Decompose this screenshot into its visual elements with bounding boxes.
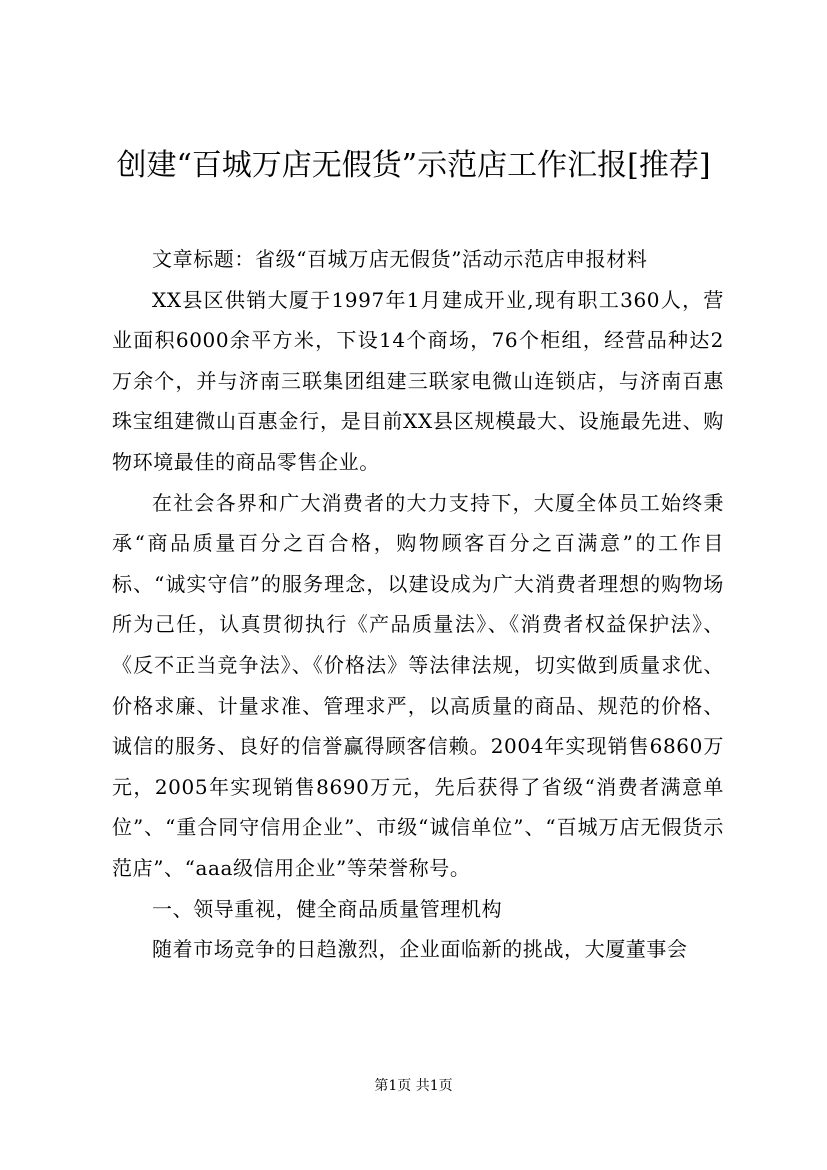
paragraph-market-competition: 随着市场竞争的日趋激烈，企业面临新的挑战，大厦董事会 (152, 937, 688, 962)
paragraph-company-intro: XX县区供销大厦于1997年1月建成开业,现有职工360人，营业面积6000余平方米，下设14个商场，76个柜组，经营品种达2万余个，并与济南三联集团组建三联家电微山连锁店，与济南百惠珠宝组建微山百惠金行，是目前XX县区规模最大、设施最先进、购物环境最佳的商品零售企业。 (112, 287, 724, 474)
document-body (112, 239, 724, 970)
section-heading-leadership: 一、领导重视，健全商品质量管理机构 (152, 896, 503, 921)
paragraph-achievements: 在社会各界和广大消费者的大力支持下，大厦全体员工始终秉承“商品质量百分之百合格，购物顾客百分之百满意”的工作目标、“诚实守信”的服务理念，以建设成为广大消费者理想的购物场所为己任，认真贯彻执行《产品质量法》、《消费者权益保护法》、《反不正当竞争法》、《价格法》等法律法规，切实做到质量求优、价格求廉、计量求准、管理求严，以高质量的商品、规范的价格、诚信的服务、良好的信誉赢得顾客信赖。2004年实现销售6860万元，2005年实现销售8690万元，先后获得了省级“消费者满意单位”、“重合同守信用企业”、市级“诚信单位”、“百城万店无假货示范店”、“aaa级信用企业”等荣誉称号。 (112, 490, 724, 880)
document-title: 创建“百城万店无假货”示范店工作汇报[推荐] (116, 148, 711, 183)
paragraph-article-title: 文章标题：省级“百城万店无假货”活动示范店申报材料 (152, 247, 648, 271)
page-footer: 第1页 共1页 (374, 1078, 453, 1094)
